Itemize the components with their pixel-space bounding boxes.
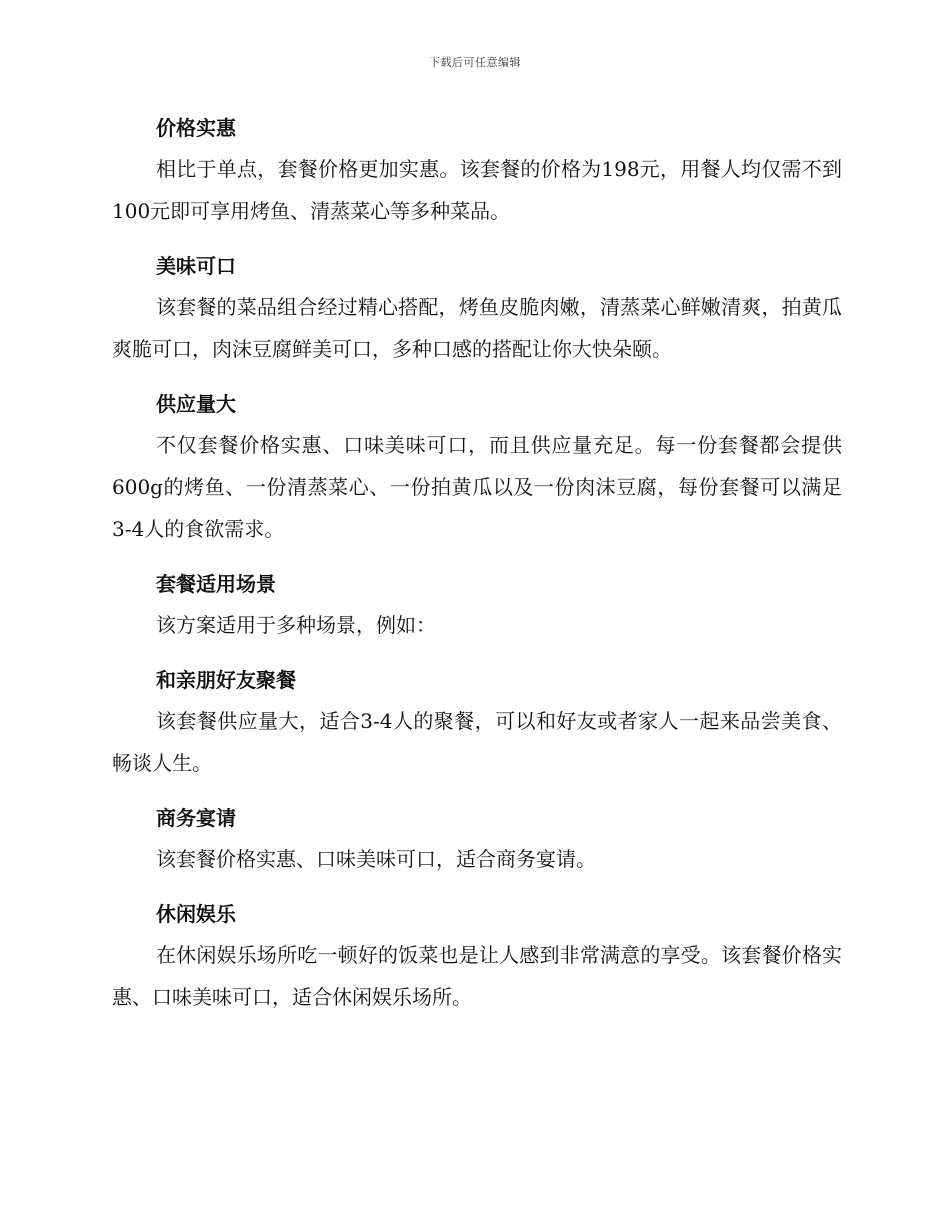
section-heading: 价格实惠 xyxy=(156,116,236,140)
section-paragraph: 该方案适用于多种场景，例如： xyxy=(156,613,436,637)
section-supply xyxy=(112,384,842,550)
section-paragraph: 该套餐供应量大，适合3-4人的聚餐，可以和好友或者家人一起来品尝美食、畅谈人生。 xyxy=(112,709,842,775)
section-heading: 和亲朋好友聚餐 xyxy=(156,668,296,692)
section-business xyxy=(112,798,842,880)
section-paragraph: 该套餐价格实惠、口味美味可口，适合商务宴请。 xyxy=(156,847,596,871)
section-heading: 商务宴请 xyxy=(156,806,236,830)
section-heading: 休闲娱乐 xyxy=(156,902,236,926)
section-heading: 供应量大 xyxy=(156,392,236,416)
section-taste xyxy=(112,246,842,370)
section-paragraph: 该套餐的菜品组合经过精心搭配，烤鱼皮脆肉嫩，清蒸菜心鲜嫩清爽，拍黄瓜爽脆可口，肉沫豆腐鲜美可口，多种口感的搭配让你大快朵颐。 xyxy=(112,295,842,361)
section-paragraph: 在休闲娱乐场所吃一顿好的饭菜也是让人感到非常满意的享受。该套餐价格实惠、口味美味可口，适合休闲娱乐场所。 xyxy=(112,943,842,1009)
section-scenarios xyxy=(112,564,842,646)
section-paragraph: 不仅套餐价格实惠、口味美味可口，而且供应量充足。每一份套餐都会提供600g的烤鱼、一份清蒸菜心、一份拍黄瓜以及一份肉沫豆腐，每份套餐可以满足3-4人的食欲需求。 xyxy=(112,433,842,541)
section-heading: 套餐适用场景 xyxy=(156,572,276,596)
section-leisure xyxy=(112,894,842,1018)
section-heading: 美味可口 xyxy=(156,254,236,278)
document-body xyxy=(112,108,842,1032)
page-header: 下载后可任意编辑 xyxy=(429,56,521,69)
section-price xyxy=(112,108,842,232)
section-gathering xyxy=(112,660,842,784)
section-paragraph: 相比于单点，套餐价格更加实惠。该套餐的价格为198元，用餐人均仅需不到100元即可享用烤鱼、清蒸菜心等多种菜品。 xyxy=(112,157,842,223)
